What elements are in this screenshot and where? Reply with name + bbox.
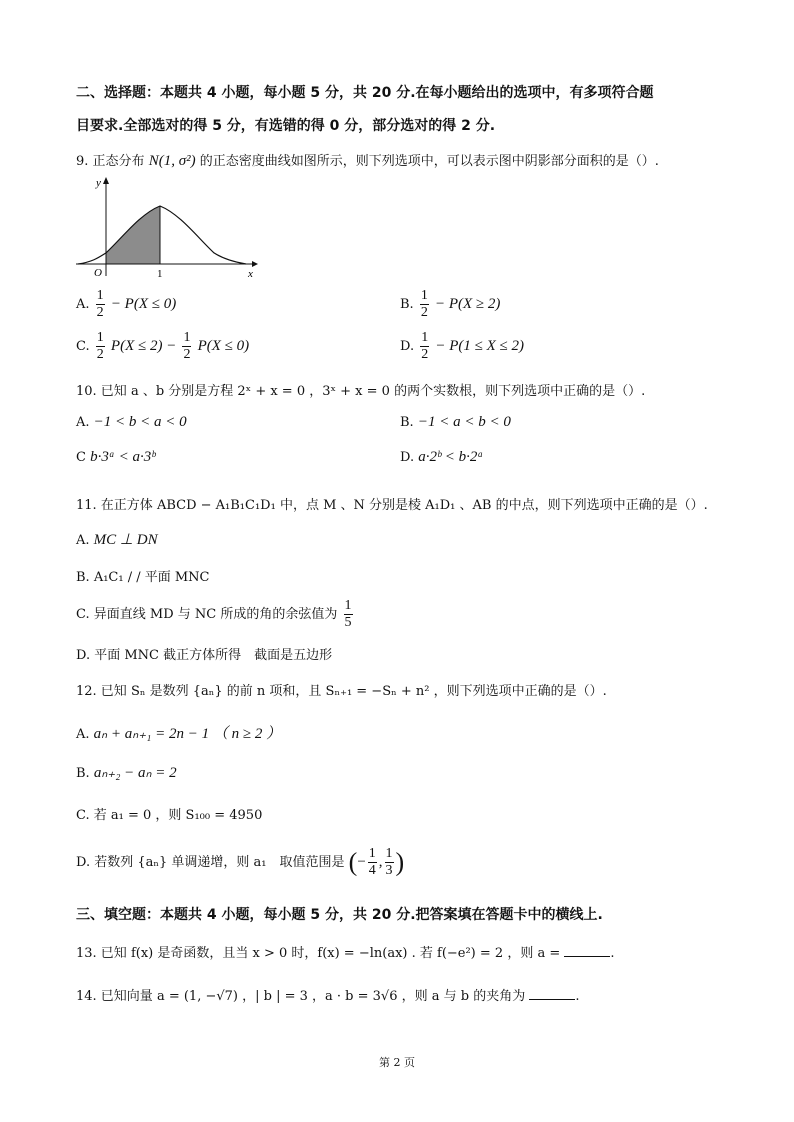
normal-density-graph [76, 176, 260, 280]
q11-stem: 11. 在正方体 ABCD − A₁B₁C₁D₁ 中，点 M 、N 分别是棱 A₁D₁ 、AB 的中点，则下列选项中正确的是（）. [76, 498, 708, 513]
x-axis-label: x [248, 268, 253, 280]
q9-option-d-label: D. [400, 339, 415, 354]
q12-option-d: D. 若数列 {aₙ} 单调递增，则 a₁ 取值范围是 (− $\frac{1}{4}$ , $\frac{1}{3}$ ) [76, 846, 405, 878]
half-fraction: $\frac{1}{2}$ [421, 330, 429, 362]
q9-stem-post: 的正态密度曲线如图所示，则下列选项中，可以表示图中阴影部分面积的是（）. [199, 154, 659, 169]
shaded-area [106, 206, 160, 264]
q9-option-c [76, 330, 249, 363]
q10-option-c-text: b·3ᵃ < a·3ᵇ [90, 449, 156, 465]
density-curve [78, 206, 246, 264]
half-fraction: $\frac{1}{2}$ [96, 330, 104, 362]
q11-option-d [76, 644, 332, 663]
q12-option-b-label: B. [76, 766, 90, 781]
q10-option-b-text: −1 < a < b < 0 [417, 414, 511, 430]
q10-option-b [400, 414, 511, 431]
q11-option-a-label: A. [76, 533, 90, 548]
q10-option-d [400, 449, 483, 466]
q9-option-d [400, 330, 524, 363]
q11-option-b [76, 566, 210, 585]
q11-option-a [76, 530, 158, 549]
q9-option-a-label: A. [76, 297, 90, 312]
page-number: 第 2 页 [379, 1056, 415, 1069]
section3-heading: 三、填空题：本题共 4 小题，每小题 5 分，共 20 分.把答案填在答题卡中的横线上. [76, 907, 603, 923]
q10-option-a-label: A. [76, 415, 90, 430]
q9-option-b-text: − P(X ≥ 2) [434, 296, 501, 312]
half-fraction: $\frac{1}{2}$ [96, 288, 104, 320]
q10-option-d-text: a·2ᵇ < b·2ᵃ [418, 449, 484, 465]
q11-option-c-text: 异面直线 MD 与 NC 所成的角的余弦值为 [93, 607, 338, 622]
q9-dist: N(1, σ²) [148, 153, 196, 169]
q10-option-a-text: −1 < b < a < 0 [93, 414, 187, 430]
q12-option-c-label: C. [76, 808, 90, 823]
y-axis-label: y [96, 177, 101, 189]
q9-option-c-mid: P(X ≤ 2) − [110, 338, 177, 354]
q12-option-d-label: D. [76, 855, 91, 870]
q11-option-a-text: MC ⊥ DN [93, 532, 158, 548]
one-quarter-fraction: $\frac{1}{4}$ [368, 846, 376, 878]
q14-stem-text: 14. 已知向量 a = (1, −√7) ，| b | = 3 ，a · b = 3√6 ，则 a 与 b 的夹角为 [76, 989, 526, 1004]
q9-option-b-label: B. [400, 297, 414, 312]
q11-option-d-label: D. [76, 648, 91, 663]
q9-option-a-text: − P(X ≤ 0) [110, 296, 177, 312]
q12-option-a-label: A. [76, 727, 90, 742]
q10-option-b-label: B. [400, 415, 414, 430]
tick-label-1: 1 [157, 268, 163, 280]
q10-option-c [76, 449, 155, 466]
q11-option-b-text: A₁C₁ / / 平面 MNC [93, 570, 210, 585]
one-fifth-fraction: $\frac{1}{5}$ [344, 598, 352, 630]
q9-option-b [400, 288, 500, 321]
q14-stem [76, 985, 579, 1004]
q12-option-b-text: aₙ₊₂ − aₙ = 2 [93, 765, 177, 781]
q11-option-c [76, 598, 355, 631]
q12-option-c-text: 若 a₁ = 0 ，则 S₁₀₀ = 4950 [93, 808, 263, 823]
q13-end: . [610, 946, 615, 961]
close-paren: ) [395, 847, 405, 877]
q9-option-c-label: C. [76, 339, 90, 354]
q12-option-a-text: aₙ + aₙ₊₁ = 2n − 1 （ n ≥ 2 ） [93, 726, 282, 742]
q14-answer-blank[interactable] [529, 987, 575, 1000]
q10-stem: 10. 已知 a 、b 分别是方程 2ˣ + x = 0 ，3ˣ + x = 0 的两个实数根，则下列选项中正确的是（）. [76, 384, 646, 399]
q12-option-c [76, 804, 262, 823]
q14-end: . [575, 989, 580, 1004]
q11-option-d-text: 平面 MNC 截正方体所得 截面是五边形 [94, 648, 333, 663]
q12-option-b [76, 763, 177, 782]
origin-label: O [94, 267, 102, 279]
q13-answer-blank[interactable] [564, 944, 610, 957]
q12-stem: 12. 已知 Sₙ 是数列 {aₙ} 的前 n 项和，且 Sₙ₊₁ = −Sₙ + n² ，则下列选项中正确的是（）. [76, 684, 607, 699]
q9-option-c-text: P(X ≤ 0) [197, 338, 250, 354]
one-third-fraction: $\frac{1}{3}$ [385, 846, 393, 878]
open-paren: ( [348, 847, 358, 877]
section2-heading-line2: 目要求.全部选对的得 5 分，有选错的得 0 分，部分选对的得 2 分. [76, 118, 496, 134]
q13-stem-text: 13. 已知 f(x) 是奇函数，且当 x > 0 时，f(x) = −ln(ax) . 若 f(−e²) = 2 ，则 a = [76, 946, 561, 961]
q9-stem [76, 150, 659, 170]
q11-option-b-label: B. [76, 570, 90, 585]
half-fraction: $\frac{1}{2}$ [420, 288, 428, 320]
q13-stem [76, 942, 615, 961]
q9-option-a [76, 288, 176, 321]
q10-option-c-label: C [76, 450, 86, 465]
q9-option-d-text: − P(1 ≤ X ≤ 2) [435, 338, 525, 354]
q10-option-d-label: D. [400, 450, 415, 465]
section2-heading-line1: 二、选择题：本题共 4 小题，每小题 5 分，共 20 分.在每小题给出的选项中，有多项符合题 [76, 85, 654, 101]
q11-option-c-label: C. [76, 607, 90, 622]
half-fraction: $\frac{1}{2}$ [183, 330, 191, 362]
q10-option-a [76, 414, 187, 431]
x-axis-arrow [252, 261, 258, 267]
y-axis-arrow [103, 177, 109, 184]
q9-stem-pre: 9. 正态分布 [76, 154, 145, 169]
q12-option-a [76, 722, 281, 743]
q12-option-d-text: 若数列 {aₙ} 单调递增，则 a₁ 取值范围是 [94, 855, 345, 870]
